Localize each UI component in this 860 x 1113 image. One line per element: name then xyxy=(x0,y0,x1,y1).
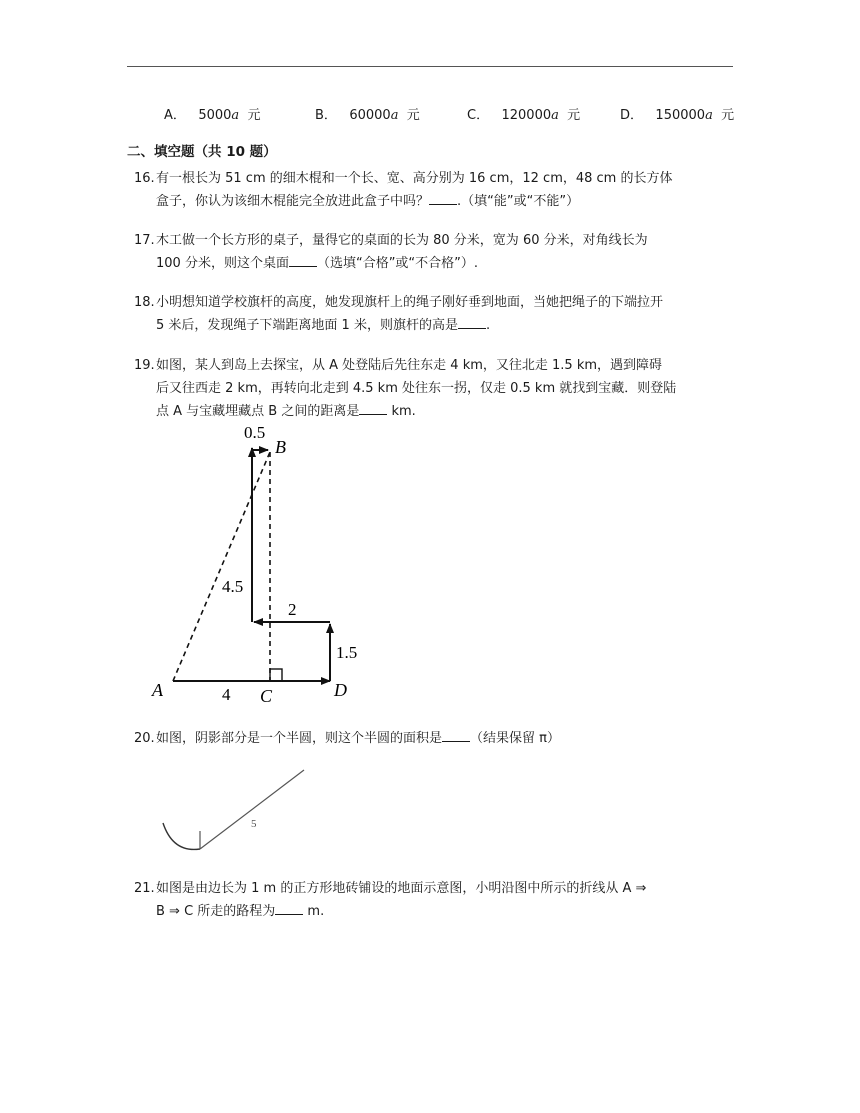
label-b: B xyxy=(275,437,286,457)
question-16: 16. 有一根长为 51 cm 的细木棍和一个长、宽、高分别为 16 cm，12 cm，48 cm 的长方体 盒子，你认为该细木棍能完全放进此盒子中吗？ .（填“能”或“不能”） xyxy=(134,171,673,209)
section-title: 二、填空题（共 10 题） xyxy=(127,144,277,160)
length-north1: 1.5 xyxy=(336,643,358,662)
header-rule xyxy=(127,66,733,67)
semicircle-arc xyxy=(163,823,200,849)
figure-19-treasure-path xyxy=(140,418,380,708)
option-a: A． 5000a 元 xyxy=(164,108,261,123)
dashed-line-ab xyxy=(173,452,270,681)
answer-blank[interactable] xyxy=(289,252,317,267)
hypotenuse-line xyxy=(200,770,304,849)
right-angle-mark xyxy=(270,669,282,681)
option-b: B． 60000a 元 xyxy=(315,108,420,123)
answer-blank[interactable] xyxy=(429,190,457,205)
answer-blank[interactable] xyxy=(275,900,303,915)
label-a: A xyxy=(152,680,163,700)
question-20: 20. 如图，阴影部分是一个半圆，则这个半圆的面积是 （结果保留 π） xyxy=(134,727,734,750)
label-d: D xyxy=(334,680,347,700)
answer-blank[interactable] xyxy=(359,400,387,415)
length-west: 2 xyxy=(288,600,297,619)
length-east: 0.5 xyxy=(244,423,266,442)
answer-blank[interactable] xyxy=(442,727,470,742)
question-17: 17. 木工做一个长方形的桌子，量得它的桌面的长为 80 分米，宽为 60 分米，对角线长为 100 分米，则这个桌面 （选填“合格”或“不合格”）. xyxy=(134,233,648,271)
option-d: D． 150000a 元 xyxy=(620,108,735,123)
answer-blank[interactable] xyxy=(458,314,486,329)
question-18: 18. 小明想知道学校旗杆的高度，她发现旗杆上的绳子刚好垂到地面，当她把绳子的下端拉开 5 米后，发现绳子下端距离地面 1 米，则旗杆的高是 . xyxy=(134,295,664,333)
label-c: C xyxy=(260,686,273,706)
question-19: 19. 如图，某人到岛上去探宝，从 A 处登陆后先往东走 4 km，又往北走 1.5 km，遇到障碍 后又往西走 2 km，再转向北走到 4.5 km 处往东一拐，仅走 0.5 km 就找到宝藏．则登陆 点 A 与宝藏埋藏点 B 之间的距离是 km. xyxy=(134,358,677,419)
figure-20-semicircle xyxy=(155,765,315,860)
label-5: 5 xyxy=(251,818,257,830)
length-north2: 4.5 xyxy=(222,577,244,596)
option-c: C． 120000a 元 xyxy=(467,108,581,123)
question-21: 21. 如图是由边长为 1 m 的正方形地砖铺设的地面示意图，小明沿图中所示的折线从 A ⇒ B ⇒ C 所走的路程为 m. xyxy=(134,881,647,919)
length-ad: 4 xyxy=(222,685,231,704)
